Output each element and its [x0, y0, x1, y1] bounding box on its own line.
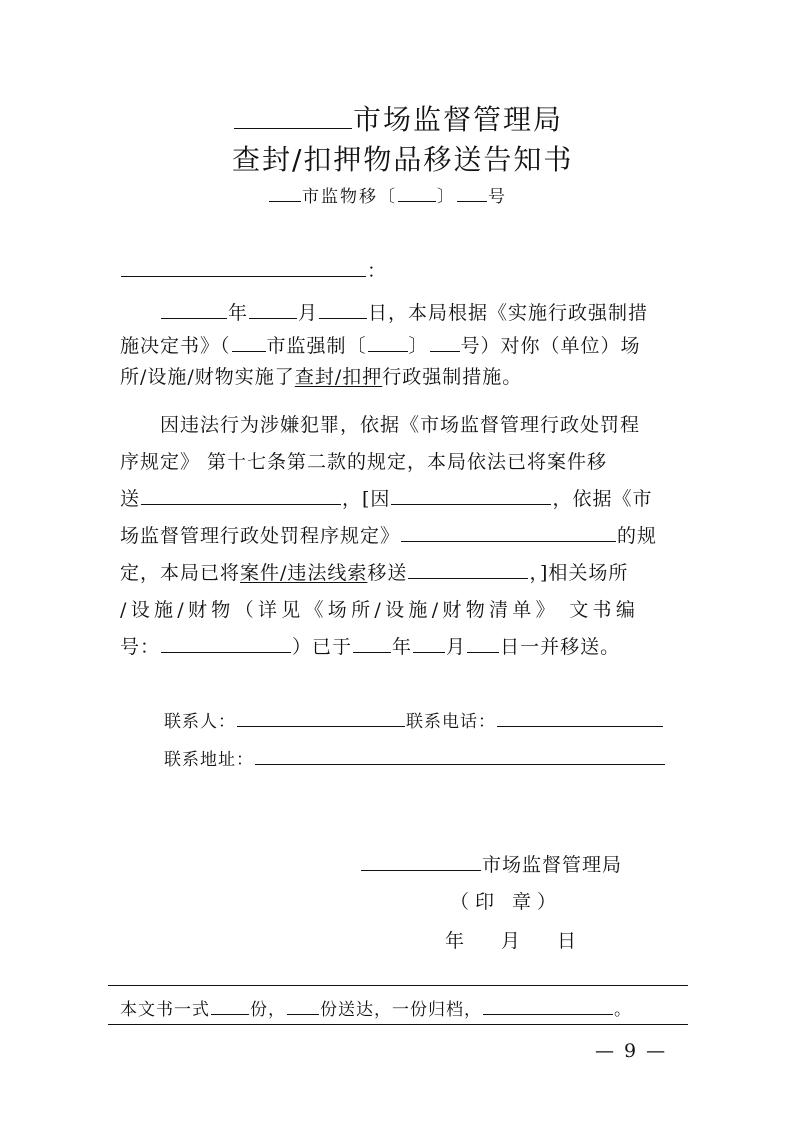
contact-person-label: 联系人： — [164, 712, 236, 732]
title-line-1 — [233, 98, 563, 138]
addressee-line — [120, 256, 387, 283]
transfer-day-blank[interactable] — [467, 633, 499, 653]
contact-line-1 — [164, 707, 664, 732]
para1-line-3 — [120, 362, 522, 389]
date-year-blank[interactable] — [161, 299, 227, 319]
distribution-line — [120, 995, 632, 1020]
year-text: 年 — [228, 302, 249, 324]
copies-total-blank[interactable] — [211, 997, 249, 1015]
para1-text-2a: 施决定书》（ — [120, 335, 231, 357]
regulation-article-blank[interactable] — [401, 522, 616, 542]
para2-line-5 — [120, 558, 628, 585]
para1-text-2b: 市监强制〔 — [266, 335, 367, 357]
signature-agency — [360, 850, 622, 877]
docno-text-a: 市监物移〔 — [302, 187, 397, 207]
docno-text-b: 〕 — [437, 187, 456, 207]
para2-text-7c: 年 — [392, 636, 413, 658]
addressee-colon: ： — [367, 260, 388, 282]
footer-bottom-divider — [108, 1024, 688, 1025]
transfer-year-blank[interactable] — [353, 633, 391, 653]
signature-agency-blank[interactable] — [361, 851, 481, 871]
para2-text-3c: ，依据《市 — [552, 488, 653, 510]
enforce-seq-blank[interactable] — [430, 332, 460, 352]
para2-text-7e: 日一并移送。 — [500, 636, 621, 658]
copies-served-blank[interactable] — [287, 997, 319, 1015]
contact-line-2 — [164, 745, 666, 770]
transfer-month-blank[interactable] — [413, 633, 445, 653]
para1-text-1: 日，本局根据《实施行政强制措 — [368, 302, 649, 324]
signature-agency-suffix: 市场监督管理局 — [482, 854, 623, 876]
transfer-target-blank[interactable] — [408, 559, 528, 579]
seize-option-text[interactable]: 查封/扣押 — [294, 366, 383, 388]
para2-line-7 — [120, 632, 620, 659]
contact-address-label: 联系地址： — [164, 750, 254, 770]
signature-month: 月 — [501, 930, 522, 952]
para1-text-2c: 〕 — [408, 335, 429, 357]
reason-blank[interactable] — [391, 485, 551, 505]
para1-text-2d: 号）对你（单位）场 — [460, 335, 641, 357]
month-text: 月 — [298, 302, 319, 324]
para2-text-5a: 定，本局已将 — [120, 562, 241, 584]
para1-line-1 — [160, 298, 648, 325]
docno-text-c: 号 — [488, 187, 507, 207]
signature-day: 日 — [557, 930, 578, 952]
signature-year: 年 — [445, 930, 466, 952]
document-number-blank[interactable] — [161, 633, 291, 653]
para1-line-2 — [120, 331, 641, 358]
distribution-text-b: 份， — [250, 1000, 286, 1020]
para2-text-4a: 场监督管理行政处罚程序规定》 — [120, 525, 401, 547]
para2-text-7a: 号： — [120, 636, 161, 658]
transfer-to-blank[interactable] — [141, 485, 341, 505]
title-line-2: 查封/扣押物品移送告知书 — [232, 143, 574, 176]
distribution-text-d: 。 — [614, 1000, 632, 1020]
distribution-extra-blank[interactable] — [483, 997, 613, 1015]
docno-prefix-blank[interactable] — [269, 184, 301, 202]
docno-seq-blank[interactable] — [457, 184, 487, 202]
distribution-text-c: 份送达，一份归档， — [320, 1000, 482, 1020]
para2-line-2: 序规定》 第十七条第二款的规定，本局依法已将案件移 — [120, 451, 608, 473]
enforce-prefix-blank[interactable] — [232, 332, 266, 352]
enforce-year-blank[interactable] — [368, 332, 408, 352]
contact-address-field[interactable] — [255, 747, 665, 765]
para2-line-6: /设施/财物（详见《场所/设施/财物清单》 文书编 — [120, 599, 640, 621]
para2-line-3 — [120, 484, 652, 511]
contact-phone-label: 联系电话： — [406, 712, 496, 732]
para2-text-3b: ，[因 — [342, 488, 391, 510]
agency-name-blank[interactable] — [234, 100, 352, 129]
document-number — [268, 182, 507, 207]
para2-text-7d: 月 — [446, 636, 467, 658]
addressee-blank[interactable] — [121, 257, 366, 277]
para2-text-5c: ，]相关场所 — [529, 562, 629, 584]
contact-person-field[interactable] — [237, 709, 405, 727]
para1-text-3b: 行政强制措施。 — [382, 366, 523, 388]
para2-line-4 — [120, 521, 657, 548]
para2-text-4b: 的规 — [617, 525, 658, 547]
para1-text-3a: 所/设施/财物实施了 — [120, 366, 295, 388]
signature-date — [445, 926, 577, 953]
footer-divider — [108, 985, 688, 986]
distribution-text-a: 本文书一式 — [120, 1000, 210, 1020]
contact-phone-field[interactable] — [497, 709, 663, 727]
date-day-blank[interactable] — [319, 299, 367, 319]
para2-text-7b: ）已于 — [292, 636, 353, 658]
title-suffix: 市场监督管理局 — [353, 103, 564, 136]
docno-year-blank[interactable] — [398, 184, 436, 202]
seal-text: （印 章） — [450, 891, 563, 913]
page-number: — 9 — — [595, 1040, 668, 1062]
case-clue-option-text[interactable]: 案件/违法线索 — [240, 562, 368, 584]
para2-line-1: 因违法行为涉嫌犯罪，依据《市场监督管理行政处罚程 — [160, 414, 641, 436]
date-month-blank[interactable] — [249, 299, 297, 319]
para2-text-5b: 移送 — [367, 562, 408, 584]
para2-text-3a: 送 — [120, 488, 141, 510]
